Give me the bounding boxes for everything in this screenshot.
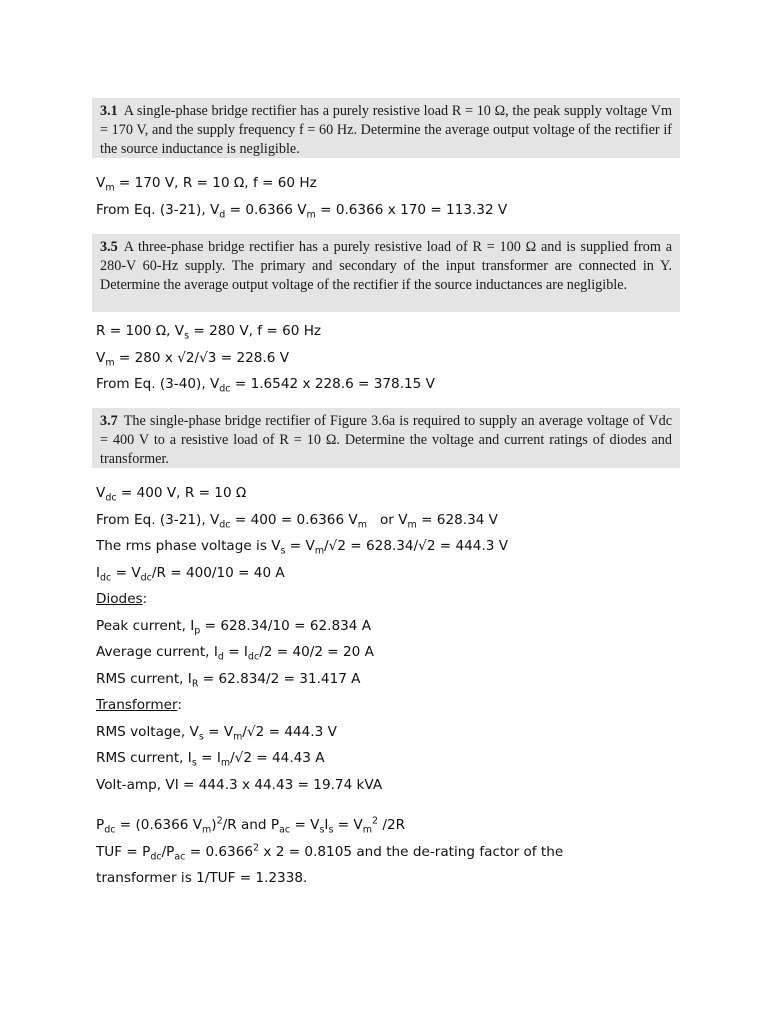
problem-statement: A single-phase bridge rectifier has a purely resistive load R = 10 Ω, the peak supply voltage Vm = 170 V, and the supply frequency f = 60 Hz. Determine the average output voltage of the rectifier if the source inductance is negligible.	[100, 103, 672, 157]
solution-line: $V_m = 170$ V, R = 10 Ω, f = 60 Hz	[96, 175, 317, 194]
problem-3-5-text	[100, 238, 672, 295]
solution-3-1	[96, 170, 507, 223]
solution-line: $I_{dc} = V_{dc}/R = 400/10 = 40$ A	[96, 564, 285, 584]
solution-line: From Eq. (3-21), $V_d = 0.6366$ $V_m = 0.6366$ x 170 = 113.32 V	[96, 201, 508, 221]
solution-line: The rms phase voltage is $V_s = V_m/√2 = 628.34/√2 = 444.3$ V	[96, 538, 509, 557]
solution-line: Volt-amp, VI = 444.3 x 44.43 = 19.74 kVA	[96, 776, 383, 793]
problem-number: 3.7	[100, 413, 118, 429]
solution-3-7	[96, 480, 508, 798]
solution-line: RMS current, $I_R = 62.834/2 = 31.417$ A	[96, 670, 361, 690]
solution-line: From Eq. (3-21), $V_{dc} = 400 = 0.6366$ $V_m$ or $V_m = 628.34$ V	[96, 511, 498, 531]
problem-statement: The single-phase bridge rectifier of Figure 3.6a is required to supply an average voltage of Vdc = 400 V to a resistive load of R = 10 Ω. Determine the voltage and current ratings of diodes and transformer.	[100, 413, 672, 467]
solution-line: RMS current, $I_s = I_m/√2 = 44.43$ A	[96, 750, 325, 769]
solution-line: RMS voltage, $V_s = V_m/√2 = 444.3$ V	[96, 723, 337, 743]
problem-3-7-box	[92, 408, 680, 468]
problem-3-7-text	[100, 412, 672, 469]
problem-3-5-box	[92, 234, 680, 312]
solution-3-5	[96, 318, 435, 398]
solution-line: transformer is 1/TUF = 1.2338.	[96, 870, 308, 886]
problem-number: 3.5	[100, 239, 118, 255]
solution-line: $P_{dc} = (0.6366$ $V_m)^2/R$ and $P_{ac} = V_sI_s = V_m^2$ /2R	[96, 815, 406, 836]
solution-line: $V_m = 280$ x √2/√3 = 228.6 V	[96, 349, 290, 369]
solution-line: Average current, $I_d = I_{dc}/2 = 40/2 = 20$ A	[96, 644, 374, 663]
problem-number: 3.1	[100, 103, 118, 119]
solution-line: R = 100 Ω, $V_s = 280$ V, f = 60 Hz	[96, 323, 322, 342]
problem-3-1-box	[92, 98, 680, 158]
tuf-section	[96, 812, 563, 892]
solution-line: Peak current, $I_p = 628.34/10 = 62.834$ A	[96, 617, 372, 637]
solution-line: From Eq. (3-40), $V_{dc} = 1.6542$ x 228.6 = 378.15 V	[96, 376, 435, 395]
solution-line: $V_{dc} = 400$ V, R = 10 Ω	[96, 485, 247, 504]
problem-statement: A three-phase bridge rectifier has a purely resistive load of R = 100 Ω and is supplied from a 280-V 60-Hz supply. The primary and secondary of the input transformer are connected in Y. Determine the average output voltage of the rectifier if the source inductances are negligible.	[100, 239, 672, 293]
diodes-heading: Diodes:	[96, 591, 148, 607]
transformer-heading: Transformer:	[96, 697, 182, 713]
problem-3-1-text	[100, 102, 672, 159]
solution-line: TUF = $P_{dc}/P_{ac} = 0.6366^2$ x 2 = 0.8105 and the de-rating factor of the	[96, 841, 564, 863]
